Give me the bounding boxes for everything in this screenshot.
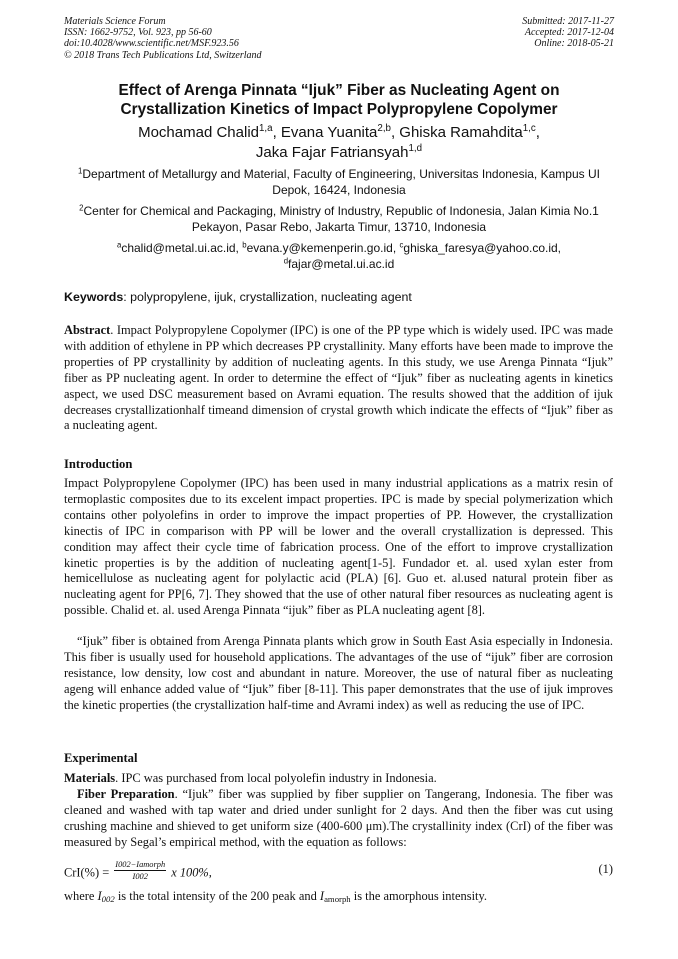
accepted-date: Accepted: 2017-12-04: [524, 27, 614, 39]
author: Ghiska Ramahdita$^{1,c}$,: [399, 123, 540, 141]
submitted-date: Submitted: 2017-11-27: [522, 16, 614, 27]
paper-title: [64, 81, 614, 119]
journal-name: Materials Science Forum: [64, 16, 166, 27]
introduction-paragraph-2: “Ijuk” fiber is obtained from Arenga Pinnata plants which grow in South East Asia especially in Indonesia. This fiber is usually used for household applications. The advantages of the use of “ijuk” fiber are corrosion resistance, low density, low cost and abundant in nature. Moreover, the use of natural fiber as nucleating ageng will enhance added value of “Ijuk” fiber [8-11]. This paper demonstrates that the use of ijuk improves the kinetic properties (the crystallization half-time and Avrami index) as well as reducing the use of IPC.: [64, 634, 613, 712]
equation-number: (1): [598, 862, 613, 876]
online-date: Online: 2018-05-21: [534, 38, 614, 50]
abstract: [64, 323, 613, 434]
author: Evana Yuanita$^{2,b}$,: [280, 123, 400, 141]
email-link[interactable]: evana.y@kemenperin.go.id,: [246, 241, 400, 255]
introduction-paragraph-1: Impact Polypropylene Copolymer (IPC) has been used in many industrial applications as a matrix resin of termoplastic composites due to its excelent impact properties. IPC is made by special polymerization which contains other polyolefins in order to improve the impact properties of PP. However, the crystallization kinectis of IPC in comparison with PP will be lower and the overall crystallization is depressed. This condition may affect their cycle time of fabrication process. One of the effort to improve crystallization kinetic properties is by the addition of nucleating agent[1-5]. Fundador et. al. used xylan ester from hemicellulose as nucleating agent for polylactic acid (PLA) [6]. Guo et. al.used natural protein fiber as nucleating agent for PP[6, 7]. They showed that the use of other natural fiber resources as nucleating agent is possible. Chalid et. al. used Arenga Pinnata “ijuk” fiber as PLA nucleating agent [8].: [64, 476, 613, 618]
publication-dates: [522, 16, 614, 50]
experimental-heading: Experimental: [64, 751, 138, 765]
title-line-1: Effect of Arenga Pinnata “Ijuk” Fiber as Nucleating Agent on: [118, 82, 560, 99]
keywords-label: Keywords: [64, 290, 124, 304]
author: Mochamad Chalid$^{1,a}$,: [138, 123, 281, 141]
materials-label: Materials: [64, 771, 116, 785]
keywords-text: : polypropylene, ijuk, crystallization, nucleating agent: [123, 290, 412, 304]
equation-expression: CrI(%) = $\frac{\text{I002−Iamorph}}{I002}$ x 100%,: [64, 860, 212, 881]
affiliation-2: $^2$Center for Chemical and Packaging, Ministry of Industry, Republic of Indonesia, Jalan Kimia No.1 Pekayon, Pasar Rebo, Jakarta Timur, 13710, Indonesia: [79, 203, 599, 234]
journal-copyright: © 2018 Trans Tech Publications Ltd, Switzerland: [64, 49, 262, 61]
equation-1: [64, 858, 613, 884]
email-link[interactable]: fajar@metal.ui.ac.id: [288, 257, 395, 271]
journal-issn: ISSN: 1662-9752, Vol. 923, pp 56-60: [64, 27, 212, 39]
journal-info: [64, 16, 262, 61]
equation-fraction: $\frac{\text{I002−Iamorph}}{I002}$: [115, 860, 166, 881]
email-link[interactable]: ghiska_faresya@yahoo.co.id,: [403, 241, 562, 255]
author-list: [64, 123, 614, 162]
fiber-preparation-paragraph: Fiber Preparation. “Ijuk” fiber was supplied by fiber supplier on Tangerang, Indonesia. The fiber was cleaned and washed with tap water and dried under sunlight for 2 days. And then the fiber was cut using crushing machine and shieved to get uniform size (400-600 μm).The crystallinity index (CrI) of the fiber was measured by Segal’s empirical method, with the equation as follows:: [64, 787, 613, 849]
abstract-label: Abstract: [64, 323, 111, 337]
author: Jaka Fajar Fatriansyah$^{1,d}$: [255, 142, 423, 161]
abstract-text: . Impact Polypropylene Copolymer (IPC) is one of the PP type which is widely used. IPC was made with addition of ethylene in PP which decreases PP crystallinity. Many efforts have been made to improve the properties of PP crystallinity by addition of nucleating agents. In this study, we use Arenga Pinnata “Ijuk” fiber as PP nucleating agent. In order to determine the effect of “Ijuk” fiber as nucleating agents in kinetics aspect, we used DSC measurement based on Avrami equation. The results showed that the addition of ijuk decreases crystallizationhalf timeand dimension of crystal growth which indicate the effects of “Ijuk” fiber as a nucleating agent.: [64, 323, 613, 433]
where-line: where $I_{002}$ is the total intensity of the 200 peak and $I_{amorph}$ is the amorphous intensity.: [64, 889, 487, 905]
fiber-preparation-label: Fiber Preparation: [77, 787, 175, 801]
introduction-heading: Introduction: [64, 457, 133, 471]
email-link[interactable]: chalid@metal.ui.ac.id,: [121, 241, 243, 255]
affiliation-1: $^1$Department of Metallurgy and Material, Faculty of Engineering, Universitas Indonesia, Kampus UI Depok, 16424, Indonesia: [78, 166, 600, 197]
keywords: [64, 289, 614, 305]
title-line-2: Crystallization Kinetics of Impact Polypropylene Copolymer: [120, 101, 558, 118]
materials-paragraph: Materials. IPC was purchased from local polyolefin industry in Indonesia.: [64, 771, 437, 785]
author-emails: $^a$chalid@metal.ui.ac.id, $^b$evana.y@kemenperin.go.id, $^c$ghiska_faresya@yahoo.co.id, $^d$fajar@metal.ui.ac.id: [116, 240, 562, 271]
journal-doi[interactable]: doi:10.4028/www.scientific.net/MSF.923.56: [64, 38, 239, 50]
